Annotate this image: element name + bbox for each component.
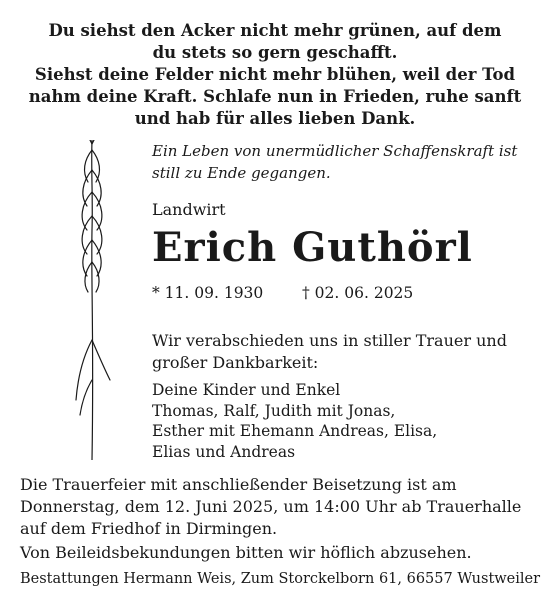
- poem-line: Du siehst den Acker nicht mehr grünen, auf dem: [48, 21, 502, 40]
- thanks-line: Wir verabschieden uns in stiller Trauer und: [152, 331, 507, 350]
- poem-line: Siehst deine Felder nicht mehr blühen, weil der Tod: [34, 65, 516, 84]
- birth-date: * 11. 09. 1930: [152, 284, 264, 302]
- ceremony-info: [20, 474, 521, 540]
- family-line: Esther mit Ehemann Andreas, Elisa,: [152, 422, 438, 440]
- condolences-note: Von Beileidsbekundungen bitten wir höflich abzusehen.: [20, 543, 472, 562]
- ceremony-line: auf dem Friedhof in Dirmingen.: [20, 519, 278, 538]
- occupation: Landwirt: [152, 200, 226, 219]
- wheat-ear-icon: [62, 140, 122, 460]
- intro-line: still zu Ende gegangen.: [152, 164, 331, 182]
- family-line: Elias und Andreas: [152, 442, 296, 461]
- intro-line: Ein Leben von unermüdlicher Schaffenskraft ist: [152, 142, 518, 160]
- ceremony-line: Die Trauerfeier mit anschließender Beisetzung ist am: [20, 475, 457, 494]
- family-line: Deine Kinder und Enkel: [152, 381, 341, 399]
- undertaker-info: Bestattungen Hermann Weis, Zum Storckelborn 61, 66557 Wustweiler: [20, 571, 541, 587]
- poem-line: nahm deine Kraft. Schlafe nun in Frieden, ruhe sanft: [28, 87, 522, 106]
- family-list: [152, 380, 437, 462]
- poem: [0, 20, 550, 130]
- deceased-name: Erich Guthörl: [152, 224, 473, 271]
- intro-text: [152, 140, 517, 184]
- thanks-text: [152, 330, 507, 374]
- family-line: Thomas, Ralf, Judith mit Jonas,: [152, 401, 396, 420]
- ceremony-line: Donnerstag, dem 12. Juni 2025, um 14:00 Uhr ab Trauerhalle: [20, 497, 522, 516]
- poem-line: du stets so gern geschafft.: [152, 43, 398, 62]
- poem-line: und hab für alles lieben Dank.: [134, 109, 416, 128]
- death-date: † 02. 06. 2025: [302, 284, 414, 302]
- thanks-line: großer Dankbarkeit:: [152, 353, 319, 372]
